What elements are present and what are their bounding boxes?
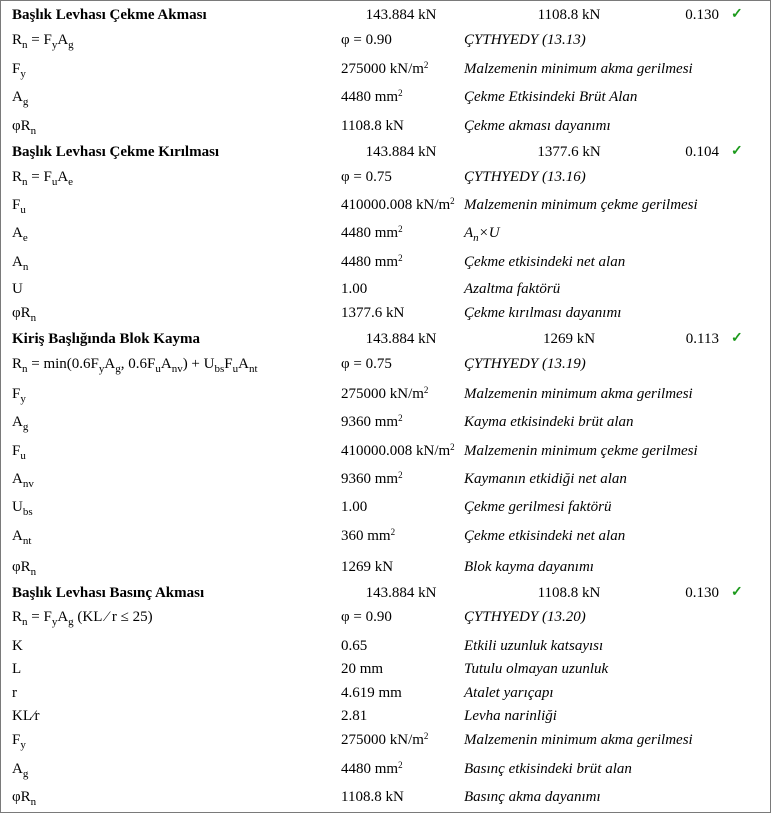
- parameter-description: Çekme gerilmesi faktörü: [464, 499, 612, 515]
- symbol-subscript: nv: [22, 478, 34, 490]
- formula-text: A: [104, 356, 116, 372]
- parameter-symbol: [12, 413, 28, 431]
- symbol-subscript: u: [20, 204, 26, 216]
- section-title: Başlık Levhası Basınç Akması: [12, 585, 205, 601]
- value-text: 4480 mm: [341, 254, 399, 270]
- parameter-description: Atalet yarıçapı: [464, 685, 554, 701]
- parameter-value: [341, 196, 455, 214]
- formula: [12, 168, 73, 186]
- section-title: Başlık Levhası Çekme Akması: [12, 7, 207, 23]
- value-superscript: 2: [398, 470, 403, 480]
- parameter-symbol: [12, 117, 36, 135]
- parameter-symbol: [12, 224, 28, 242]
- symbol-subscript: y: [20, 739, 26, 751]
- parameter-description: Azaltma faktörü: [464, 281, 561, 297]
- formula-text: (KL ⁄ r ≤ 25): [73, 609, 153, 625]
- parameter-description: [464, 224, 500, 242]
- parameter-symbol: [12, 707, 40, 725]
- value-superscript: 2: [423, 385, 429, 395]
- formula-text: = min(0.6F: [27, 356, 99, 372]
- parameter-value: [341, 413, 403, 431]
- value-text: 9360 mm: [341, 414, 399, 430]
- capacity-value: 1108.8 kN: [537, 7, 601, 23]
- symbol-subscript: n: [30, 796, 37, 808]
- formula-subscript: e: [68, 176, 74, 188]
- formula-subscript: n: [473, 232, 479, 244]
- formula-subscript: g: [68, 616, 74, 628]
- formula-text: ) + U: [182, 356, 215, 372]
- parameter-description: Çekme etkisindeki net alan: [464, 254, 626, 270]
- symbol-base: F: [12, 61, 21, 77]
- parameter-symbol: [12, 385, 26, 403]
- formula: [12, 355, 258, 373]
- symbol-base: A: [12, 471, 23, 487]
- parameter-value: [341, 253, 403, 271]
- formula-text: R: [12, 169, 23, 185]
- value-superscript: 2: [450, 442, 455, 452]
- parameter-value: 1.00: [341, 281, 368, 297]
- formula-subscript: y: [51, 616, 58, 628]
- parameter-description: Basınç akma dayanımı: [464, 789, 601, 805]
- parameter-value: [341, 385, 428, 403]
- ratio-value: 0.113: [685, 331, 719, 347]
- parameter-value: [341, 470, 403, 488]
- parameter-description: Malzemenin minimum çekme gerilmesi: [464, 443, 698, 459]
- parameter-description: Malzemenin minimum akma gerilmesi: [464, 732, 693, 748]
- symbol-subscript: y: [20, 393, 26, 405]
- value-text: 9360 mm: [341, 471, 399, 487]
- value-text: 275000 kN/m: [341, 61, 424, 77]
- symbol-base: φR: [12, 789, 31, 805]
- value-superscript: 2: [423, 731, 429, 741]
- parameter-value: 1108.8 kN: [341, 789, 404, 805]
- demand-value: 143.884 kN: [365, 585, 437, 601]
- symbol-subscript: n: [30, 312, 37, 324]
- parameter-symbol: [12, 760, 28, 778]
- parameter-value: [341, 527, 395, 545]
- symbol-base: A: [12, 528, 23, 544]
- formula-text: = F: [27, 609, 52, 625]
- demand-value: 143.884 kN: [365, 7, 437, 23]
- value-text: 410000.008 kN/m: [341, 443, 451, 459]
- parameter-value: [341, 60, 428, 78]
- capacity-value: 1108.8 kN: [537, 585, 601, 601]
- formula-text: A: [57, 609, 69, 625]
- check-icon: ✓: [731, 585, 743, 600]
- parameter-description: Çekme etkisindeki net alan: [464, 528, 626, 544]
- parameter-symbol: [12, 558, 36, 576]
- symbol-base: F: [12, 443, 21, 459]
- symbol-subscript: g: [22, 421, 29, 433]
- symbol-subscript: n: [22, 261, 29, 273]
- value-superscript: 2: [398, 224, 403, 234]
- formula-text: = F: [27, 32, 52, 48]
- formula-subscript: u: [51, 176, 58, 188]
- symbol-base: U: [12, 281, 23, 297]
- symbol-base: A: [12, 414, 23, 430]
- parameter-value: 1.00: [341, 499, 368, 515]
- code-reference: ÇYTHYEDY (13.13): [464, 32, 586, 48]
- symbol-base: U: [12, 499, 23, 515]
- parameter-description: Blok kayma dayanımı: [464, 559, 594, 575]
- parameter-symbol: [12, 60, 26, 78]
- code-reference: ÇYTHYEDY (13.20): [464, 609, 586, 625]
- check-icon: ✓: [731, 331, 743, 346]
- symbol-base: r: [12, 685, 17, 701]
- formula-subscript: g: [115, 363, 121, 375]
- phi-factor: φ = 0.90: [341, 32, 392, 48]
- symbol-base: F: [12, 732, 21, 748]
- formula-subscript: g: [68, 39, 74, 51]
- parameter-symbol: [12, 280, 23, 298]
- value-superscript: 2: [423, 60, 429, 70]
- symbol-subscript: u: [20, 450, 26, 462]
- ratio-value: 0.130: [685, 585, 719, 601]
- formula-text: A: [464, 225, 474, 241]
- formula-text: , 0.6F: [120, 356, 156, 372]
- parameter-symbol: [12, 660, 21, 678]
- symbol-subscript: n: [30, 566, 37, 578]
- value-superscript: 2: [450, 196, 455, 206]
- formula-text: R: [12, 356, 23, 372]
- formula-subscript: n: [22, 176, 28, 188]
- section-title: Başlık Levhası Çekme Kırılması: [12, 144, 220, 160]
- phi-factor: φ = 0.90: [341, 609, 392, 625]
- symbol-subscript: n: [30, 125, 37, 137]
- parameter-description: Kayma etkisindeki brüt alan: [464, 414, 634, 430]
- parameter-symbol: [12, 731, 26, 749]
- section-title: Kiriş Başlığında Blok Kayma: [12, 331, 200, 347]
- parameter-symbol: [12, 304, 36, 322]
- symbol-base: KL⁄r: [12, 708, 40, 724]
- value-superscript: 2: [398, 760, 403, 770]
- parameter-value: [341, 88, 403, 106]
- parameter-description: Çekme akması dayanımı: [464, 118, 611, 134]
- symbol-base: A: [12, 89, 23, 105]
- formula-subscript: n: [22, 363, 28, 375]
- capacity-value: 1269 kN: [542, 331, 596, 347]
- parameter-value: 2.81: [341, 708, 368, 724]
- parameter-description: Malzemenin minimum akma gerilmesi: [464, 61, 693, 77]
- formula-subscript: y: [51, 39, 58, 51]
- formula-subscript: u: [232, 363, 239, 375]
- demand-value: 143.884 kN: [365, 331, 437, 347]
- parameter-description: Çekme kırılması dayanımı: [464, 305, 622, 321]
- parameter-value: [341, 760, 403, 778]
- formula-subscript: n: [22, 39, 28, 51]
- symbol-base: L: [12, 661, 22, 677]
- parameter-value: 1377.6 kN: [341, 305, 405, 321]
- value-text: 4480 mm: [341, 225, 399, 241]
- parameter-description: Malzemenin minimum çekme gerilmesi: [464, 197, 698, 213]
- check-icon: ✓: [731, 144, 743, 159]
- symbol-base: A: [12, 761, 23, 777]
- check-icon: ✓: [731, 7, 743, 22]
- formula-text: = F: [27, 169, 52, 185]
- value-text: 4480 mm: [341, 761, 399, 777]
- formula-subscript: nt: [248, 363, 258, 375]
- formula-text: F: [224, 356, 233, 372]
- parameter-symbol: [12, 442, 26, 460]
- parameter-symbol: [12, 88, 28, 106]
- parameter-symbol: [12, 527, 31, 545]
- formula-subscript: bs: [214, 363, 225, 375]
- formula: [12, 608, 153, 626]
- value-text: 360 mm: [341, 528, 391, 544]
- formula: [12, 31, 74, 49]
- parameter-value: 20 mm: [341, 661, 384, 677]
- value-superscript: 2: [398, 413, 403, 423]
- parameter-description: Çekme Etkisindeki Brüt Alan: [464, 89, 638, 105]
- formula-text: R: [12, 609, 23, 625]
- parameter-value: 1108.8 kN: [341, 118, 404, 134]
- demand-value: 143.884 kN: [365, 144, 437, 160]
- formula-subscript: y: [98, 363, 105, 375]
- value-superscript: 2: [398, 253, 403, 263]
- parameter-symbol: [12, 470, 34, 488]
- formula-text: A: [160, 356, 172, 372]
- value-text: 275000 kN/m: [341, 386, 424, 402]
- symbol-base: φR: [12, 118, 31, 134]
- parameter-value: [341, 442, 455, 460]
- parameter-description: Malzemenin minimum akma gerilmesi: [464, 386, 693, 402]
- parameter-description: Basınç etkisindeki brüt alan: [464, 761, 632, 777]
- symbol-base: φR: [12, 559, 31, 575]
- parameter-value: 4.619 mm: [341, 685, 402, 701]
- parameter-description: Levha narinliği: [464, 708, 557, 724]
- formula-text: R: [12, 32, 23, 48]
- value-text: 4480 mm: [341, 89, 399, 105]
- ratio-value: 0.130: [685, 7, 719, 23]
- capacity-value: 1377.6 kN: [537, 144, 601, 160]
- symbol-base: F: [12, 197, 21, 213]
- parameter-symbol: [12, 196, 26, 214]
- symbol-subscript: y: [20, 68, 26, 80]
- formula-subscript: u: [155, 363, 161, 375]
- value-superscript: 2: [390, 527, 396, 537]
- value-text: 410000.008 kN/m: [341, 197, 451, 213]
- parameter-symbol: [12, 637, 23, 655]
- formula-subscript: nv: [171, 363, 183, 375]
- parameter-value: [341, 224, 403, 242]
- parameter-value: 1269 kN: [341, 559, 394, 575]
- symbol-subscript: nt: [22, 535, 32, 547]
- symbol-base: F: [12, 386, 21, 402]
- value-superscript: 2: [398, 88, 403, 98]
- symbol-subscript: g: [22, 768, 29, 780]
- symbol-subscript: g: [22, 96, 29, 108]
- formula-text: A: [57, 32, 69, 48]
- parameter-symbol: [12, 684, 17, 702]
- symbol-subscript: e: [22, 232, 28, 244]
- symbol-subscript: bs: [22, 506, 33, 518]
- parameter-value: 0.65: [341, 638, 368, 654]
- formula-text: A: [238, 356, 249, 372]
- formula-text: ×U: [478, 225, 500, 241]
- value-text: 275000 kN/m: [341, 732, 424, 748]
- phi-factor: φ = 0.75: [341, 169, 392, 185]
- parameter-description: Kaymanın etkidiği net alan: [464, 471, 627, 487]
- parameter-symbol: [12, 788, 36, 806]
- symbol-base: A: [12, 225, 23, 241]
- ratio-value: 0.104: [685, 144, 719, 160]
- symbol-base: φR: [12, 305, 31, 321]
- parameter-description: Etkili uzunluk katsayısı: [464, 638, 604, 654]
- symbol-base: K: [12, 638, 23, 654]
- phi-factor: φ = 0.75: [341, 356, 392, 372]
- parameter-description: Tutulu olmayan uzunluk: [464, 661, 609, 677]
- symbol-base: A: [12, 254, 23, 270]
- code-reference: ÇYTHYEDY (13.16): [464, 169, 586, 185]
- parameter-value: [341, 731, 428, 749]
- code-reference: ÇYTHYEDY (13.19): [464, 356, 586, 372]
- formula-subscript: n: [22, 616, 28, 628]
- parameter-symbol: [12, 498, 33, 516]
- parameter-symbol: [12, 253, 28, 271]
- formula-text: A: [57, 169, 69, 185]
